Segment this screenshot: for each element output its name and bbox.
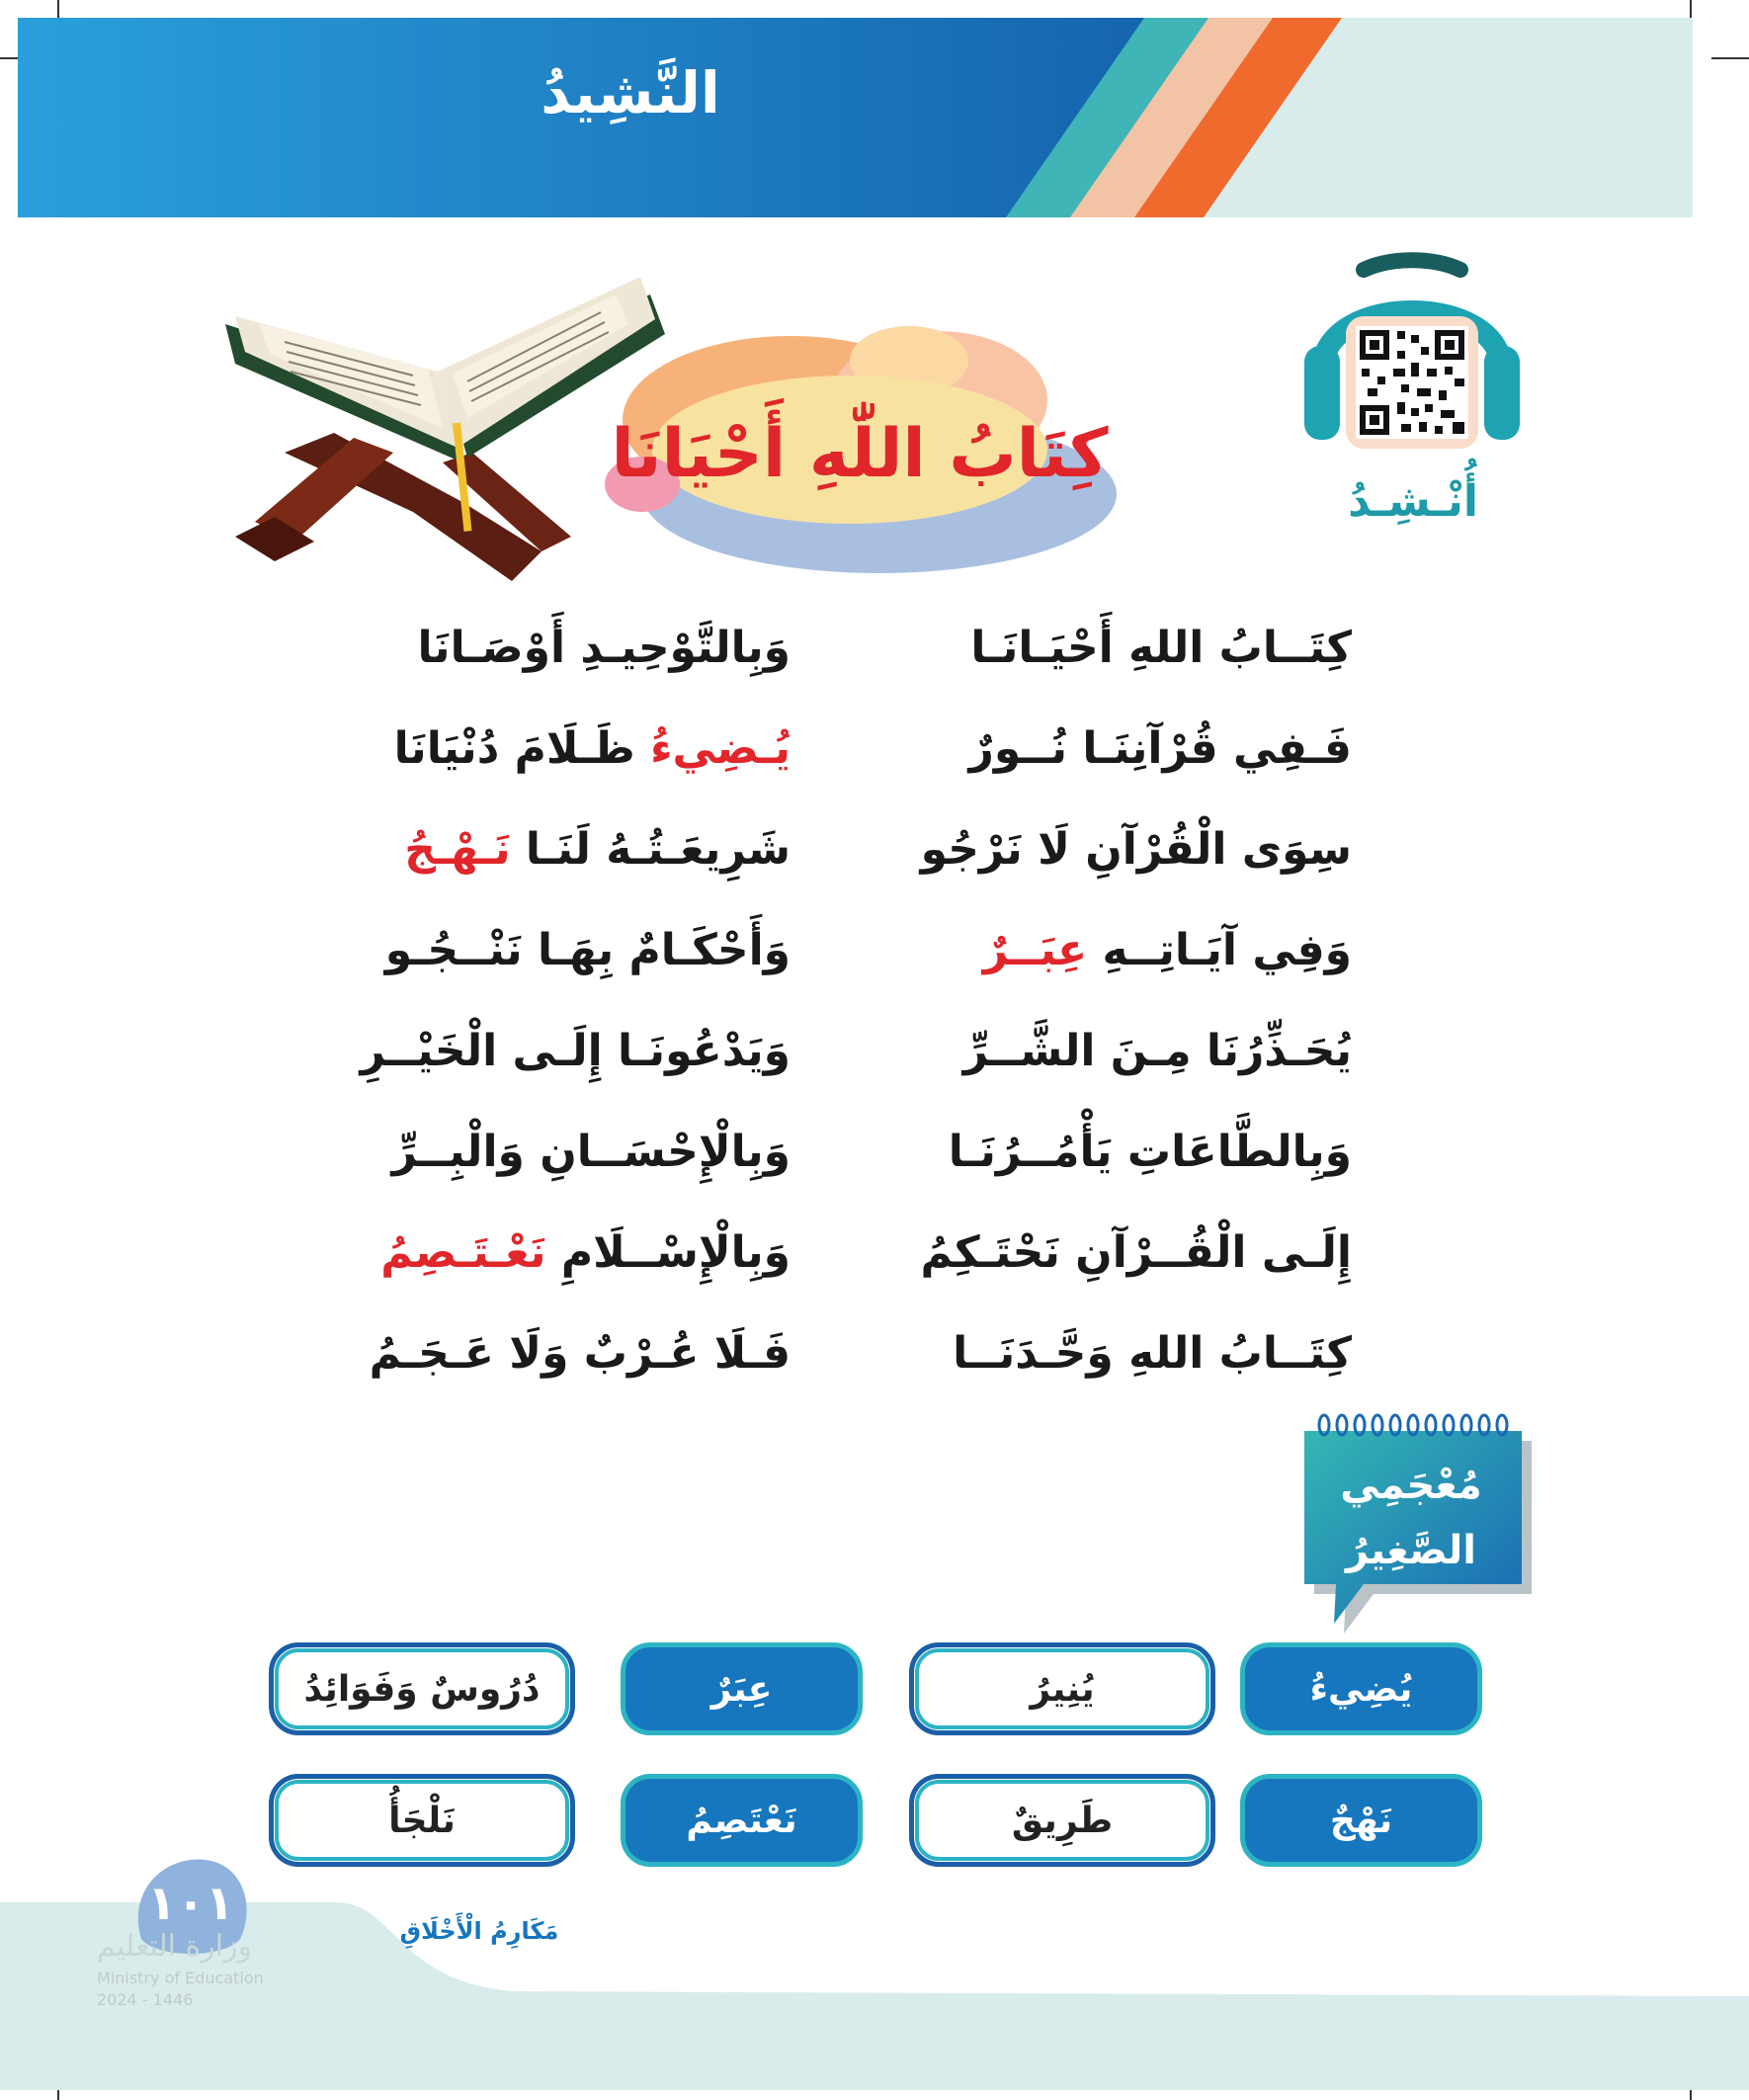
second-hemistich: [380, 1227, 791, 1278]
first-hemistich: [949, 1127, 1352, 1177]
second-hemistich: [370, 1328, 791, 1379]
ministry-logo-text: وزارة التعليم: [97, 1929, 253, 1964]
section-title: النَّشِيدُ: [541, 59, 720, 126]
ministry-english: Ministry of Education: [97, 1969, 264, 1987]
verse-text: فَـفِي قُرْآنِنَـا نُــورٌ: [968, 723, 1352, 774]
verse-text: ظَـلَامَ دُنْيَانَا: [393, 723, 651, 774]
poem-verse: [385, 1127, 1374, 1227]
verse-text: وَبِالْإِحْسَــانِ وَالْبِــرِّ: [391, 1127, 791, 1177]
second-hemistich: [385, 925, 791, 975]
highlighted-word: يُـضِيءُ: [650, 723, 791, 774]
verse-text: وَبِالتَّوْحِيـدِ أَوْصَـانَا: [417, 623, 791, 673]
footer-band: [0, 1902, 1749, 2090]
verse-text: وَبِالطَّاعَاتِ يَأْمُــرُنَـا: [948, 1127, 1352, 1177]
vocab-meaning: دُرُوسٌ وَفَوَائِدُ: [269, 1642, 575, 1735]
poem-verse: [385, 824, 1374, 925]
highlighted-word: نَـهْـجُ: [404, 824, 511, 875]
header-banner: [18, 18, 1693, 217]
verse-text: يُحَـذِّرُنَا مِـنَ الشَّــرِّ: [962, 1026, 1352, 1076]
first-hemistich: [983, 925, 1352, 975]
first-hemistich: [970, 623, 1352, 673]
vocab-meaning: نَلْجَأُ: [269, 1774, 575, 1867]
poem-verse: [380, 1227, 1374, 1328]
first-hemistich: [921, 824, 1352, 875]
year-label: 2024 - 1446: [97, 1990, 194, 2009]
verse-text: فَـلَا عُـرْبٌ وَلَا عَـجَـمُ: [369, 1328, 791, 1379]
second-hemistich: [392, 1127, 791, 1177]
poem-verse: [369, 1328, 1374, 1429]
qr-code-headphones[interactable]: [1302, 252, 1522, 450]
recite-label: أُنْـشِـدُ: [1348, 476, 1478, 527]
vocab-word: نَهْجٌ: [1240, 1774, 1482, 1867]
verse-text: كِتَــابُ اللهِ أَحْيَـانَـا: [970, 623, 1352, 673]
poem-verse: [385, 723, 1374, 824]
vocab-word: يُضِيءُ: [1240, 1642, 1482, 1735]
verse-text: وَيَدْعُونَـا إِلَـى الْخَيْــرِ: [360, 1026, 791, 1076]
second-hemistich: [360, 1026, 791, 1076]
poem-verse: [385, 623, 1374, 723]
page-number: ١٠١: [147, 1876, 234, 1931]
poem-verse: [385, 925, 1374, 1026]
verse-text: وَبِالْإِسْــلَامِ: [545, 1227, 791, 1278]
vocab-meaning: طَرِيقٌ: [909, 1774, 1215, 1867]
second-hemistich: [404, 824, 791, 875]
verse-text: سِوَى الْقُرْآنِ لَا نَرْجُو: [920, 824, 1352, 875]
vocab-word: عِبَرٌ: [621, 1642, 863, 1735]
verse-text: وَأَحْكَـامٌ بِهَـا نَنْــجُـو: [384, 925, 791, 975]
poem-verse: [360, 1026, 1374, 1127]
second-hemistich: [394, 723, 791, 774]
second-hemistich: [418, 623, 791, 673]
highlighted-word: نَعْـتَـصِمُ: [380, 1227, 546, 1278]
vocab-word: نَعْتَصِمُ: [621, 1774, 863, 1867]
dictionary-label: [1302, 1453, 1520, 1583]
poem: [360, 623, 1374, 1429]
verse-text: شَرِيعَـتُـهُ لَنَـا: [510, 824, 791, 875]
first-hemistich: [969, 723, 1353, 774]
book-name: مَكَارِمُ الْأَخْلَاقِ: [399, 1917, 559, 1945]
first-hemistich: [921, 1227, 1352, 1278]
first-hemistich: [953, 1328, 1352, 1379]
poem-title: كِتَابُ اللّٰهِ أَحْيَانَا: [611, 415, 1109, 493]
highlighted-word: عِبَــرٌ: [982, 925, 1088, 975]
verse-text: وَفِي آيَـاتِــهِ: [1087, 925, 1352, 975]
verse-text: كِتَــابُ اللهِ وَحَّـدَنَــا: [953, 1328, 1352, 1379]
first-hemistich: [963, 1026, 1352, 1076]
dictionary-line-1: مُعْجَمِي: [1340, 1463, 1482, 1508]
dictionary-line-2: الصَّغِيرُ: [1346, 1528, 1476, 1573]
crop-mark: [1711, 57, 1749, 59]
vocab-meaning: يُنِيرُ: [909, 1642, 1215, 1735]
verse-text: إِلَـى الْقُــرْآنِ نَحْتَـكِمُ: [920, 1227, 1352, 1278]
